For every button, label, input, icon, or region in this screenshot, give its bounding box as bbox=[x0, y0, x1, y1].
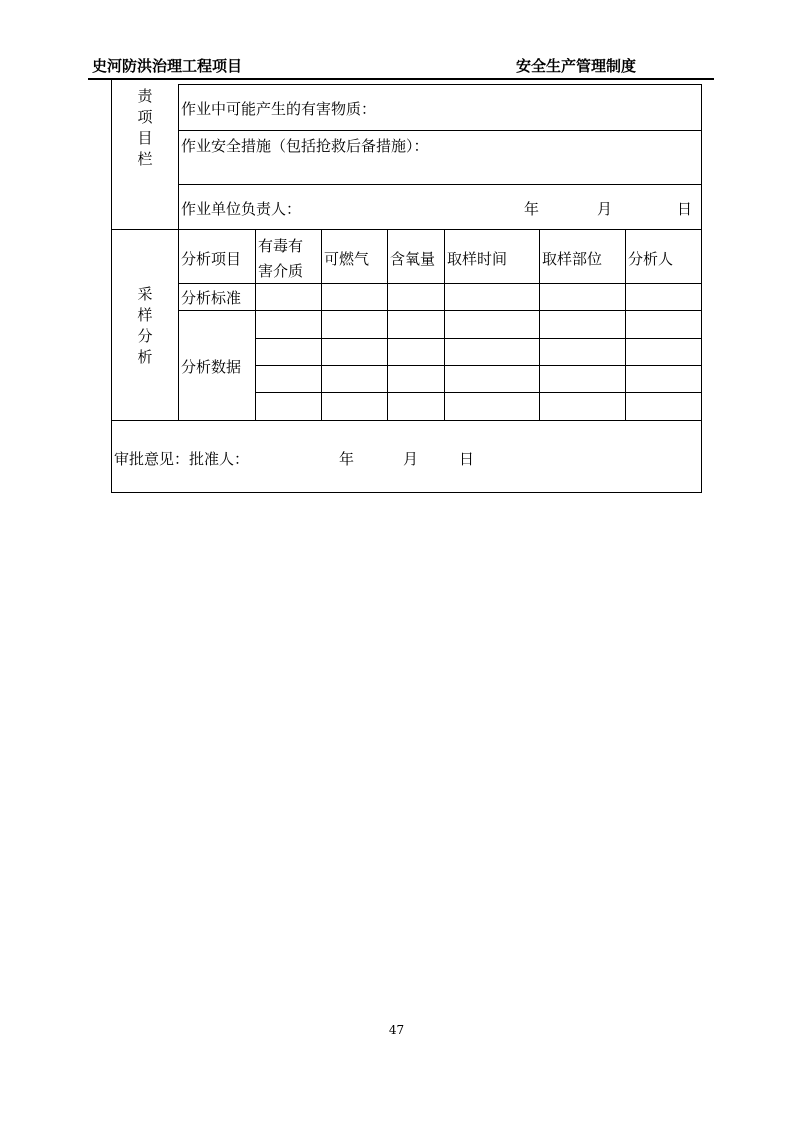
side-char: 目 bbox=[137, 129, 153, 147]
col-header-oxygen: 含氧量 bbox=[390, 250, 436, 268]
col-header-sample-location: 取样部位 bbox=[542, 250, 603, 268]
unit-leader-label: 作业单位负责人： bbox=[181, 200, 302, 218]
analysis-data-label: 分析数据 bbox=[181, 358, 242, 376]
side-char: 析 bbox=[137, 348, 153, 366]
project-title: 史河防洪治理工程项目 bbox=[92, 57, 243, 75]
col-header-item: 分析项目 bbox=[181, 250, 242, 268]
analysis-standard-label: 分析标准 bbox=[181, 289, 242, 307]
side-char: 样 bbox=[137, 306, 153, 324]
approval-date-year: 年 bbox=[339, 450, 355, 468]
col-header-toxic-line2: 害介质 bbox=[258, 262, 304, 280]
section-title: 安全生产管理制度 bbox=[516, 57, 637, 75]
responsibility-side-label bbox=[136, 86, 154, 170]
leader-date-year: 年 bbox=[524, 200, 540, 218]
approval-date-day: 日 bbox=[459, 450, 475, 468]
leader-date-month: 月 bbox=[597, 200, 613, 218]
sampling-side-label bbox=[136, 284, 154, 368]
approval-label: 审批意见：批准人： bbox=[114, 450, 250, 468]
side-char: 项 bbox=[137, 108, 153, 126]
side-char: 分 bbox=[137, 327, 153, 345]
col-header-toxic-line1: 有毒有 bbox=[258, 237, 304, 255]
approval-date-month: 月 bbox=[403, 450, 419, 468]
leader-date-day: 日 bbox=[677, 200, 693, 218]
col-header-analyst: 分析人 bbox=[628, 250, 674, 268]
side-char: 责 bbox=[137, 87, 153, 105]
safety-measures-label: 作业安全措施（包括抢救后备措施）： bbox=[181, 137, 429, 155]
col-header-flammable: 可燃气 bbox=[324, 250, 370, 268]
page-number: 47 bbox=[388, 1023, 405, 1037]
side-char: 采 bbox=[137, 285, 153, 303]
col-header-sample-time: 取样时间 bbox=[447, 250, 508, 268]
side-char: 栏 bbox=[137, 150, 153, 168]
hazardous-substances-label: 作业中可能产生的有害物质： bbox=[181, 100, 377, 118]
